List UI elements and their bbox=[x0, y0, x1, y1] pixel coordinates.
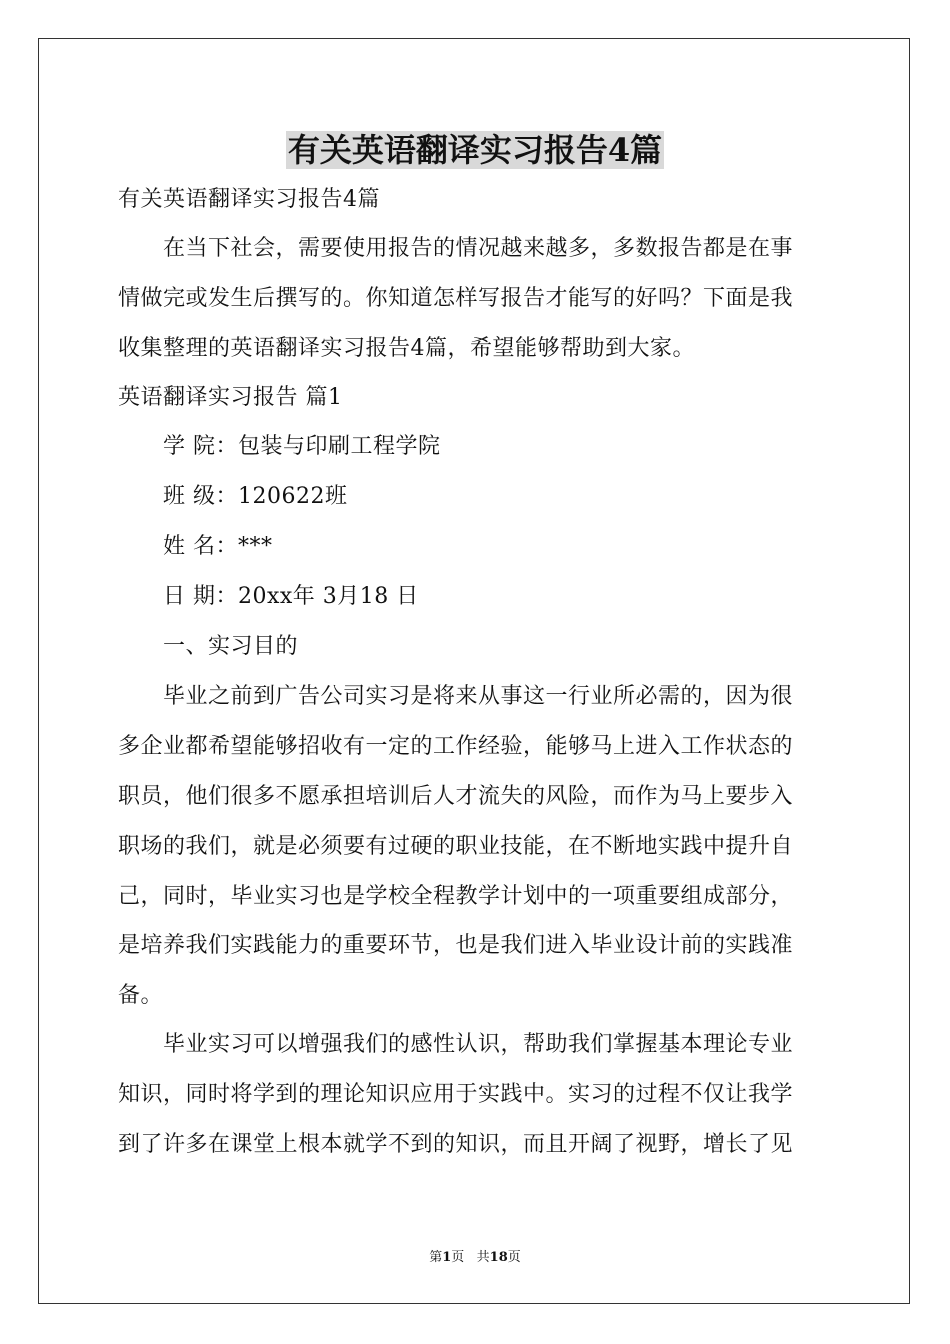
footer-total-pages: 18 bbox=[489, 1250, 508, 1265]
paragraph-line: 备。 bbox=[118, 983, 164, 1008]
paragraph-line: 职员，他们很多不愿承担培训后人才流失的风险，而作为马上要步入 bbox=[118, 784, 794, 809]
document-title-text: 有关英语翻译实习报告4篇 bbox=[287, 131, 663, 169]
paragraph-line: 毕业之前到广告公司实习是将来从事这一行业所必需的，因为很 bbox=[163, 684, 794, 709]
info-class: 班 级：120622班 bbox=[163, 484, 348, 509]
info-name: 姓 名：*** bbox=[163, 534, 273, 559]
footer-page-suffix: 页 bbox=[507, 1250, 521, 1265]
part-heading: 一、实习目的 bbox=[163, 634, 299, 659]
section-heading: 英语翻译实习报告 篇1 bbox=[118, 385, 343, 410]
paragraph-line: 是培养我们实践能力的重要环节，也是我们进入毕业设计前的实践准 bbox=[118, 933, 794, 958]
info-date: 日 期：20xx年 3月18 日 bbox=[163, 584, 419, 609]
paragraph-line: 到了许多在课堂上根本就学不到的知识，而且开阔了视野，增长了见 bbox=[118, 1132, 794, 1157]
intro-line: 在当下社会，需要使用报告的情况越来越多，多数报告都是在事 bbox=[163, 236, 794, 261]
paragraph-line: 毕业实习可以增强我们的感性认识，帮助我们掌握基本理论专业 bbox=[163, 1032, 794, 1057]
footer-page-prefix: 第 bbox=[429, 1250, 443, 1265]
intro-line: 情做完或发生后撰写的。你知道怎样写报告才能写的好吗？下面是我 bbox=[118, 286, 794, 311]
page-footer bbox=[0, 1248, 950, 1268]
footer-page-mid: 页 共 bbox=[451, 1250, 490, 1265]
footer-current-page: 1 bbox=[442, 1250, 452, 1265]
paragraph-line: 己，同时，毕业实习也是学校全程教学计划中的一项重要组成部分， bbox=[118, 884, 794, 909]
document-title bbox=[0, 126, 950, 174]
paragraph-line: 职场的我们，就是必须要有过硬的职业技能，在不断地实践中提升自 bbox=[118, 834, 794, 859]
page-border bbox=[38, 38, 910, 1304]
info-college: 学 院：包装与印刷工程学院 bbox=[163, 434, 441, 459]
intro-line: 收集整理的英语翻译实习报告4篇，希望能够帮助到大家。 bbox=[118, 336, 695, 361]
document-subtitle: 有关英语翻译实习报告4篇 bbox=[118, 187, 380, 212]
paragraph-line: 多企业都希望能够招收有一定的工作经验，能够马上进入工作状态的 bbox=[118, 734, 794, 759]
paragraph-line: 知识，同时将学到的理论知识应用于实践中。实习的过程不仅让我学 bbox=[118, 1082, 794, 1107]
